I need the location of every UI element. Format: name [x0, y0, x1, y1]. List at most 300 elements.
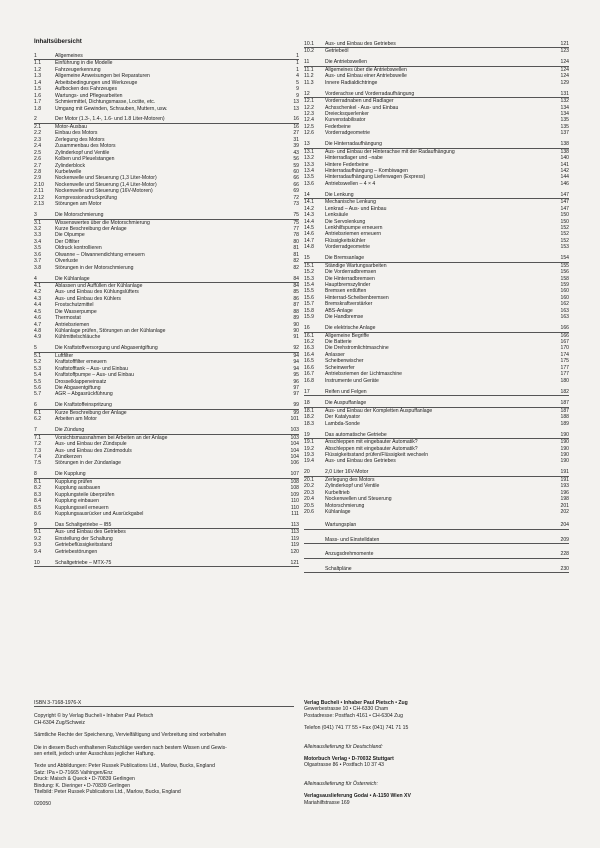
- toc-title: Anzugsdrehmomente: [325, 551, 374, 558]
- toc-page: 80: [293, 238, 299, 245]
- toc-page: 228: [560, 551, 569, 558]
- toc-page: 84: [293, 282, 299, 289]
- toc-num: 1.3: [34, 73, 42, 80]
- toc-title: Dreiecksquerlenker: [325, 110, 369, 117]
- toc-page: 188: [560, 414, 569, 421]
- toc-num: 14.6: [304, 231, 314, 238]
- toc-chapter-row: [304, 91, 569, 98]
- toc-num: 4.1: [34, 282, 42, 289]
- toc-left-column: [34, 38, 299, 567]
- toc-page: 107: [290, 471, 299, 478]
- toc-page: 1: [296, 66, 299, 73]
- toc-page: 146: [560, 180, 569, 187]
- distribution-de-label: Alleinauslieferung für Deutschland:: [304, 743, 383, 750]
- toc-num: 10: [34, 559, 40, 566]
- toc-entry-row: [304, 48, 569, 54]
- toc-page: 104: [290, 453, 299, 460]
- toc-num: 12.5: [304, 123, 314, 130]
- toc-num: 20.4: [304, 496, 314, 503]
- toc-title: Kraftstoffpumpe – Aus- und Einbau: [55, 372, 134, 379]
- toc-page: 121: [290, 559, 299, 566]
- toc-page: 90: [293, 321, 299, 328]
- toc-title: Bremskraftverstärker: [325, 301, 373, 308]
- toc-page: 86: [293, 295, 299, 302]
- toc-num: 3.8: [34, 264, 42, 271]
- toc-title: Bremsen entlüften: [325, 288, 367, 295]
- toc-title: Allgemeine Anweisungen bei Reparaturen: [55, 73, 150, 80]
- toc-title: Aus- und Einbau des Zündmoduls: [55, 447, 132, 454]
- toc-page: 131: [560, 90, 569, 97]
- toc-title: Flüssigkeitsstand prüfen/Flüssigkeit wechseln: [325, 452, 429, 458]
- toc-page: 87: [293, 302, 299, 309]
- toc-title: Aus- und Einbau einer Antriebswelle: [325, 73, 407, 80]
- toc-num: 4.9: [34, 334, 42, 341]
- toc-title: Die Wasserpumpe: [55, 308, 97, 315]
- toc-title: Die Ölpumpe: [55, 232, 85, 239]
- toc-page: 190: [560, 439, 569, 446]
- publisher-info: [304, 700, 566, 806]
- toc-entry-row: [34, 265, 299, 271]
- toc-page: 27: [293, 130, 299, 137]
- toc-page: 56: [293, 156, 299, 163]
- toc-num: 19.1: [304, 439, 314, 446]
- toc-title: Kurze Beschreibung der Anlage: [55, 409, 127, 416]
- toc-page: 16: [293, 123, 299, 130]
- toc-title: Kupplungsteile überprüfen: [55, 491, 115, 498]
- toc-title: Schmiermittel, Dichtungsmasse, Loctite, etc.: [55, 99, 156, 106]
- toc-title: Kurze Beschreibung der Anlage: [55, 225, 127, 232]
- toc-title: Schaltpläne: [325, 565, 352, 572]
- toc-num: 5.4: [34, 372, 42, 379]
- toc-num: 14.5: [304, 224, 314, 231]
- toc-page: 111: [291, 510, 299, 517]
- toc-page: 180: [560, 377, 569, 384]
- toc-num: 20.5: [304, 502, 314, 509]
- toc-num: 10.2: [304, 48, 314, 55]
- toc-title: Die Antriebswellen: [325, 59, 367, 66]
- toc-num: 15.9: [304, 314, 314, 321]
- toc-page: 167: [560, 338, 569, 345]
- toc-num: 7.2: [34, 441, 42, 448]
- toc-num: 8.1: [34, 478, 42, 485]
- toc-title: Vorderradgeometrie: [325, 244, 371, 251]
- toc-chapter-row: [34, 427, 299, 434]
- toc-title: Kühlanlage: [325, 509, 351, 515]
- toc-num: 2.10: [34, 181, 44, 188]
- toc-page: 175: [560, 358, 569, 365]
- toc-page: 92: [293, 345, 299, 352]
- toc-page: 196: [560, 489, 569, 496]
- toc-page: 160: [560, 288, 569, 295]
- toc-num: 1.5: [34, 86, 42, 93]
- toc-title: Mass- und Einstelldaten: [325, 536, 380, 543]
- toc-num: 19.4: [304, 458, 314, 465]
- toc-page: 81: [293, 251, 299, 258]
- toc-chapter-row: [34, 560, 299, 567]
- toc-title: Anlasser: [325, 351, 345, 358]
- toc-num: 16.8: [304, 377, 314, 384]
- toc-page: 73: [293, 201, 299, 208]
- toc-title: Motor-Ausbau: [55, 123, 87, 130]
- toc-title: Vorderachse und Vorderradaufhängung: [325, 90, 415, 97]
- toc-title: Antriebsriemen erneuern: [325, 231, 382, 238]
- toc-page: 138: [560, 148, 569, 155]
- toc-title: Thermostat: [55, 315, 81, 322]
- toc-page: 144: [560, 174, 569, 181]
- toc-title: Allgemeine Begriffe: [325, 332, 370, 339]
- toc-title: Kupplungsausrücker und Ausrückgabel: [55, 510, 144, 517]
- toc-num: 1.6: [34, 92, 42, 99]
- toc-page: 123: [560, 48, 569, 55]
- credits-list: [34, 763, 294, 795]
- toc-title: Lambda-Sonde: [325, 420, 360, 427]
- toc-num: 4.8: [34, 328, 42, 334]
- toc-page: 124: [560, 59, 569, 66]
- toc-title: Nockenwelle und Steuerung (1,3 Liter-Motor): [55, 175, 157, 182]
- toc-page: 119: [290, 535, 299, 542]
- toc-title: Abschleppen mit eingebauter Automatik?: [325, 445, 418, 452]
- toc-page: 166: [560, 332, 569, 339]
- toc-page: 198: [560, 496, 569, 503]
- toc-title: Reifen und Felgen: [325, 388, 367, 395]
- toc-entry-row: [34, 511, 299, 517]
- toc-title: Die Abgasentgiftung: [55, 385, 101, 391]
- toc-page: 152: [560, 231, 569, 238]
- toc-page: 59: [293, 162, 299, 169]
- toc-title: Luftfilter: [55, 352, 74, 359]
- toc-chapter-row: [304, 41, 569, 48]
- toc-page: 124: [560, 73, 569, 80]
- toc-num: 14.2: [304, 205, 314, 212]
- toc-title: Die Servolenkung: [325, 218, 366, 225]
- imprint-left: [34, 700, 294, 808]
- toc-num: 6.2: [34, 416, 42, 423]
- toc-num: 10.1: [304, 41, 314, 47]
- distribution-at-label: Alleinauslieferung für Österreich:: [304, 780, 378, 787]
- toc-chapter-row: [34, 116, 299, 123]
- toc-entry-row: [34, 201, 299, 207]
- toc-page: 209: [560, 536, 569, 543]
- toc-num: 14.7: [304, 237, 314, 244]
- toc-title: Einführung in die Modelle: [55, 60, 113, 67]
- toc-title: Einbau des Motors: [55, 130, 98, 137]
- toc-page: 137: [560, 130, 569, 137]
- toc-page: 84: [293, 275, 299, 282]
- toc-title: Aus- und Einbau des Kühlers: [55, 295, 121, 302]
- toc-page: 97: [293, 391, 299, 398]
- toc-page: 135: [560, 117, 569, 124]
- toc-num: 5.2: [34, 359, 42, 366]
- toc-title: Kolben und Pleuelstangen: [55, 156, 115, 163]
- toc-page: 189: [560, 420, 569, 427]
- toc-title: Arbeiten am Motor: [55, 416, 97, 423]
- toc-num: 3.4: [34, 238, 42, 245]
- credit-line: Texte und Abbildungen: Peter Russek Publications Ltd., Marlow, Bucks, England: [34, 763, 215, 770]
- toc-page: 132: [560, 98, 569, 105]
- toc-page: 60: [293, 168, 299, 175]
- toc-entry-row: [34, 416, 299, 422]
- toc-chapter-row: [34, 345, 299, 352]
- credit-line: Titelbild: Peter Russek Publications Ltd., Marlow, Bucks, England: [34, 789, 181, 796]
- toc-title: Aus- und Einbau der Kompletten Auspuffanlage: [325, 407, 433, 414]
- toc-page: 124: [560, 66, 569, 73]
- toc-title: Hinterrad-Scheibenbremsen: [325, 294, 389, 301]
- toc-chapter-row: [304, 141, 569, 148]
- toc-num: 19.2: [304, 445, 314, 452]
- toc-num: 7.4: [34, 453, 42, 460]
- toc-page: 109: [290, 491, 299, 498]
- toc-title: Fahrzeugerkennung: [55, 66, 101, 73]
- toc-num: [304, 566, 325, 572]
- toc-title: Getriebeflüssigkeitsstand: [55, 542, 112, 549]
- toc-chapter-row: [34, 53, 299, 60]
- toc-title: Zylinderkopf und Ventile: [325, 483, 380, 490]
- toc-num: 9.4: [34, 548, 42, 555]
- toc-num: 8.6: [34, 510, 42, 517]
- toc-title: Vorderradnaben und Radlager: [325, 98, 394, 105]
- toc-page: 104: [290, 447, 299, 454]
- toc-title: Die Batterie: [325, 338, 352, 345]
- toc-title: Schaltgetriebe – MTX-75: [55, 559, 112, 566]
- toc-chapter-row: [304, 432, 569, 439]
- toc-page: 31: [293, 136, 299, 143]
- copyright-place: CH-6304 Zug/Schweiz: [34, 719, 85, 726]
- toc-num: 7: [34, 427, 37, 434]
- toc-page: 82: [293, 264, 299, 271]
- toc-title: Instrumente und Geräte: [325, 377, 379, 384]
- toc-title: Zündkerzen: [55, 453, 82, 460]
- toc-num: 13: [304, 141, 310, 148]
- toc-entry-row: [304, 458, 569, 464]
- toc-num: 16.5: [304, 358, 314, 365]
- toc-page: 163: [560, 314, 569, 321]
- toc-page: 142: [560, 167, 569, 174]
- toc-num: 3: [34, 212, 37, 219]
- toc-num: 15.5: [304, 288, 314, 295]
- toc-num: [304, 537, 325, 543]
- toc-num: 3.3: [34, 232, 42, 239]
- toc-num: 7.3: [34, 447, 42, 454]
- toc-title: Arbeitsbedingungen und Werkzeuge: [55, 79, 138, 86]
- toc-num: 6.1: [34, 409, 42, 416]
- toc-num: 3.2: [34, 225, 42, 232]
- toc-page: 187: [560, 407, 569, 414]
- toc-chapter-row: [34, 276, 299, 283]
- toc-title: Aus- und Einbau des Getriebes: [325, 458, 396, 465]
- toc-title: Hinterradaufhängung Lieferwagen (Express): [325, 174, 426, 181]
- toc-page: 134: [560, 104, 569, 111]
- toc-title: Scheinwerfer: [325, 364, 355, 371]
- toc-page: 156: [560, 269, 569, 276]
- toc-title: Ölverluste: [55, 258, 78, 265]
- toc-num: 16.2: [304, 338, 314, 345]
- toc-title: Allgemeines: [55, 53, 83, 59]
- toc-chapter-row: [304, 400, 569, 407]
- toc-page: 104: [290, 441, 299, 448]
- toc-num: 7.1: [34, 434, 42, 441]
- toc-page: 5: [296, 79, 299, 86]
- toc-entry-row: [34, 334, 299, 340]
- toc-entry-row: [304, 509, 569, 515]
- toc-num: 2.4: [34, 143, 42, 150]
- toc-page: 191: [560, 476, 569, 483]
- toc-entry-row: [304, 421, 569, 427]
- toc-page: 66: [293, 175, 299, 182]
- toc-num: 8.4: [34, 498, 42, 505]
- toc-title: Die Drehstromlichtmaschine: [325, 345, 389, 352]
- toc-chapter-row: [34, 212, 299, 219]
- toc-page: 152: [560, 224, 569, 231]
- toc-num: 20.1: [304, 476, 314, 483]
- toc-title: Kühlanlage prüfen, Störungen an der Kühlanlage: [55, 328, 166, 334]
- toc-page: 103: [290, 434, 299, 441]
- toc-page: 166: [560, 325, 569, 332]
- toc-entry-row: [34, 460, 299, 466]
- disclaimer-line: sen erteilt, jedoch unter Ausschluss jeglicher Haftung.: [34, 751, 155, 758]
- toc-num: 14.1: [304, 199, 314, 206]
- toc-title: Vorderradgeometrie: [325, 130, 371, 137]
- toc-title: Die Hinterradaufhängung: [325, 141, 382, 148]
- toc-num: 11.3: [304, 79, 314, 86]
- toc-entry-row: [304, 80, 569, 86]
- toc-title: Aus- und Einbau der Hinterachse mit der Radaufhängung: [325, 148, 455, 155]
- toc-title: Störungen am Motor: [55, 201, 102, 208]
- toc-num: 8: [34, 471, 37, 478]
- toc-title: Achsschenkel - Aus- und Einbau: [325, 104, 399, 111]
- toc-title: Drosselklappeneinsatz: [55, 378, 107, 385]
- publisher-address: Gewerbestrasse 10 • CH-6330 Cham: [304, 706, 389, 713]
- toc-page: 129: [560, 79, 569, 86]
- toc-num: 8.3: [34, 491, 42, 498]
- toc-title: Kurbelwelle: [55, 168, 82, 175]
- toc-num: 4.4: [34, 302, 42, 309]
- toc-page: 230: [560, 565, 569, 572]
- toc-page: 78: [293, 232, 299, 239]
- toc-page: 1: [296, 60, 299, 67]
- toc-page: 66: [293, 181, 299, 188]
- toc-chapter-row: [304, 59, 569, 66]
- toc-page: 43: [293, 149, 299, 156]
- toc-page: 170: [560, 345, 569, 352]
- toc-title: Der Katalysator: [325, 414, 361, 421]
- toc-num: 16.7: [304, 371, 314, 378]
- toc-page: 13: [293, 105, 299, 112]
- toc-page: 39: [293, 143, 299, 150]
- toc-title: Der Motor (1.3-, 1.4-, 1.6- und 1.8 Liter-Motoren): [55, 116, 165, 123]
- toc-page: 174: [560, 351, 569, 358]
- toc-page: 77: [293, 225, 299, 232]
- toc-page: 121: [560, 41, 569, 47]
- toc-title: Kompressionsdruckprüfung: [55, 194, 118, 201]
- toc-page: 159: [560, 281, 569, 288]
- toc-page: 101: [290, 416, 299, 423]
- toc-num: 13.2: [304, 155, 314, 162]
- toc-num: [304, 551, 325, 557]
- toc-title: Kühlmittelschläuche: [55, 334, 101, 341]
- toc-num: 4: [34, 275, 37, 282]
- toc-num: 13.4: [304, 167, 314, 174]
- toc-page: 91: [293, 334, 299, 341]
- toc-num: 16.3: [304, 345, 314, 352]
- toc-title: Wissenswertes über die Motorschmierung: [55, 219, 150, 226]
- toc-num: 19: [304, 431, 310, 438]
- toc-num: 2.8: [34, 168, 42, 175]
- toc-chapter-row: [304, 522, 569, 529]
- toc-page: 89: [293, 315, 299, 322]
- toc-title: Die Vorderradbremsen: [325, 269, 377, 276]
- toc-num: 15.4: [304, 281, 314, 288]
- toc-page: 108: [290, 485, 299, 492]
- toc-title: Zusammenbau des Motors: [55, 143, 116, 150]
- toc-num: 15: [304, 255, 310, 262]
- toc-num: 14.4: [304, 218, 314, 225]
- toc-page: 4: [296, 73, 299, 80]
- toc-title: Nockenwelle und Steuerung (16V-Motoren): [55, 188, 153, 195]
- toc-page: 202: [560, 509, 569, 515]
- toc-page: 204: [560, 522, 569, 529]
- toc-title: Aufbocken des Fahrzeuges: [55, 86, 118, 93]
- toc-title: Ablassen und Auffüllen der Kühlanlage: [55, 282, 143, 289]
- toc-title: Kraftstofffilter erneuern: [55, 359, 107, 366]
- toc-num: 3.5: [34, 245, 42, 252]
- toc-chapter-row: [304, 389, 569, 396]
- toc-num: 2.9: [34, 175, 42, 182]
- toc-num: 3.6: [34, 251, 42, 258]
- toc-right-column: [304, 41, 569, 573]
- toc-page: 190: [560, 431, 569, 438]
- toc-title: Der Ölfilter: [55, 238, 80, 245]
- toc-num: 1.7: [34, 99, 42, 106]
- toc-num: 5.5: [34, 378, 42, 385]
- toc-chapter-row: [304, 469, 569, 476]
- toc-page: 147: [560, 205, 569, 212]
- toc-title: Antriebsriemen der Lichtmaschine: [325, 371, 403, 378]
- toc-page: 16: [293, 116, 299, 123]
- toc-num: 13.3: [304, 161, 314, 168]
- toc-page: 120: [290, 548, 299, 555]
- toc-title: Die Handbremse: [325, 314, 364, 321]
- toc-page: 177: [560, 371, 569, 378]
- toc-page: 110: [290, 498, 299, 505]
- toc-num: 20.6: [304, 509, 314, 515]
- toc-num: 16: [304, 325, 310, 332]
- copyright-line: Copyright © by Verlag Bucheli • Inhaber Paul Pietsch: [34, 713, 154, 720]
- toc-page: 152: [560, 237, 569, 244]
- toc-page: 150: [560, 218, 569, 225]
- publisher-postal: Postadresse: Postfach 4161 • CH-6304 Zug: [304, 712, 403, 719]
- toc-page: 95: [293, 372, 299, 379]
- credit-line: Bindung: K. Dieringer • D-70839 Gerlingen: [34, 782, 131, 789]
- toc-page: 108: [290, 478, 299, 485]
- toc-num: 9.3: [34, 542, 42, 549]
- toc-left-list: [34, 53, 299, 567]
- toc-num: 1: [34, 53, 37, 59]
- toc-num: 18: [304, 400, 310, 407]
- toc-title: Lenkhilfspumpe erneuern: [325, 224, 383, 231]
- toc-title: Frostschutzmittel: [55, 302, 94, 309]
- toc-num: 4.5: [34, 308, 42, 315]
- toc-page: 158: [560, 275, 569, 282]
- toc-page: 201: [560, 502, 569, 509]
- toc-title: Vorsichtsmassnahmen bei Arbeiten an der Anlage: [55, 434, 168, 441]
- toc-page: 13: [293, 99, 299, 106]
- toc-heading: Inhaltsübersicht: [34, 38, 82, 45]
- toc-title: Kraftstofftank – Aus- und Einbau: [55, 365, 128, 372]
- isbn: ISBN 3-7168-1976-X: [34, 700, 82, 706]
- toc-page: 182: [560, 388, 569, 395]
- toc-num: 8.5: [34, 504, 42, 511]
- toc-title: Allgemeines über die Antriebswellen: [325, 66, 407, 73]
